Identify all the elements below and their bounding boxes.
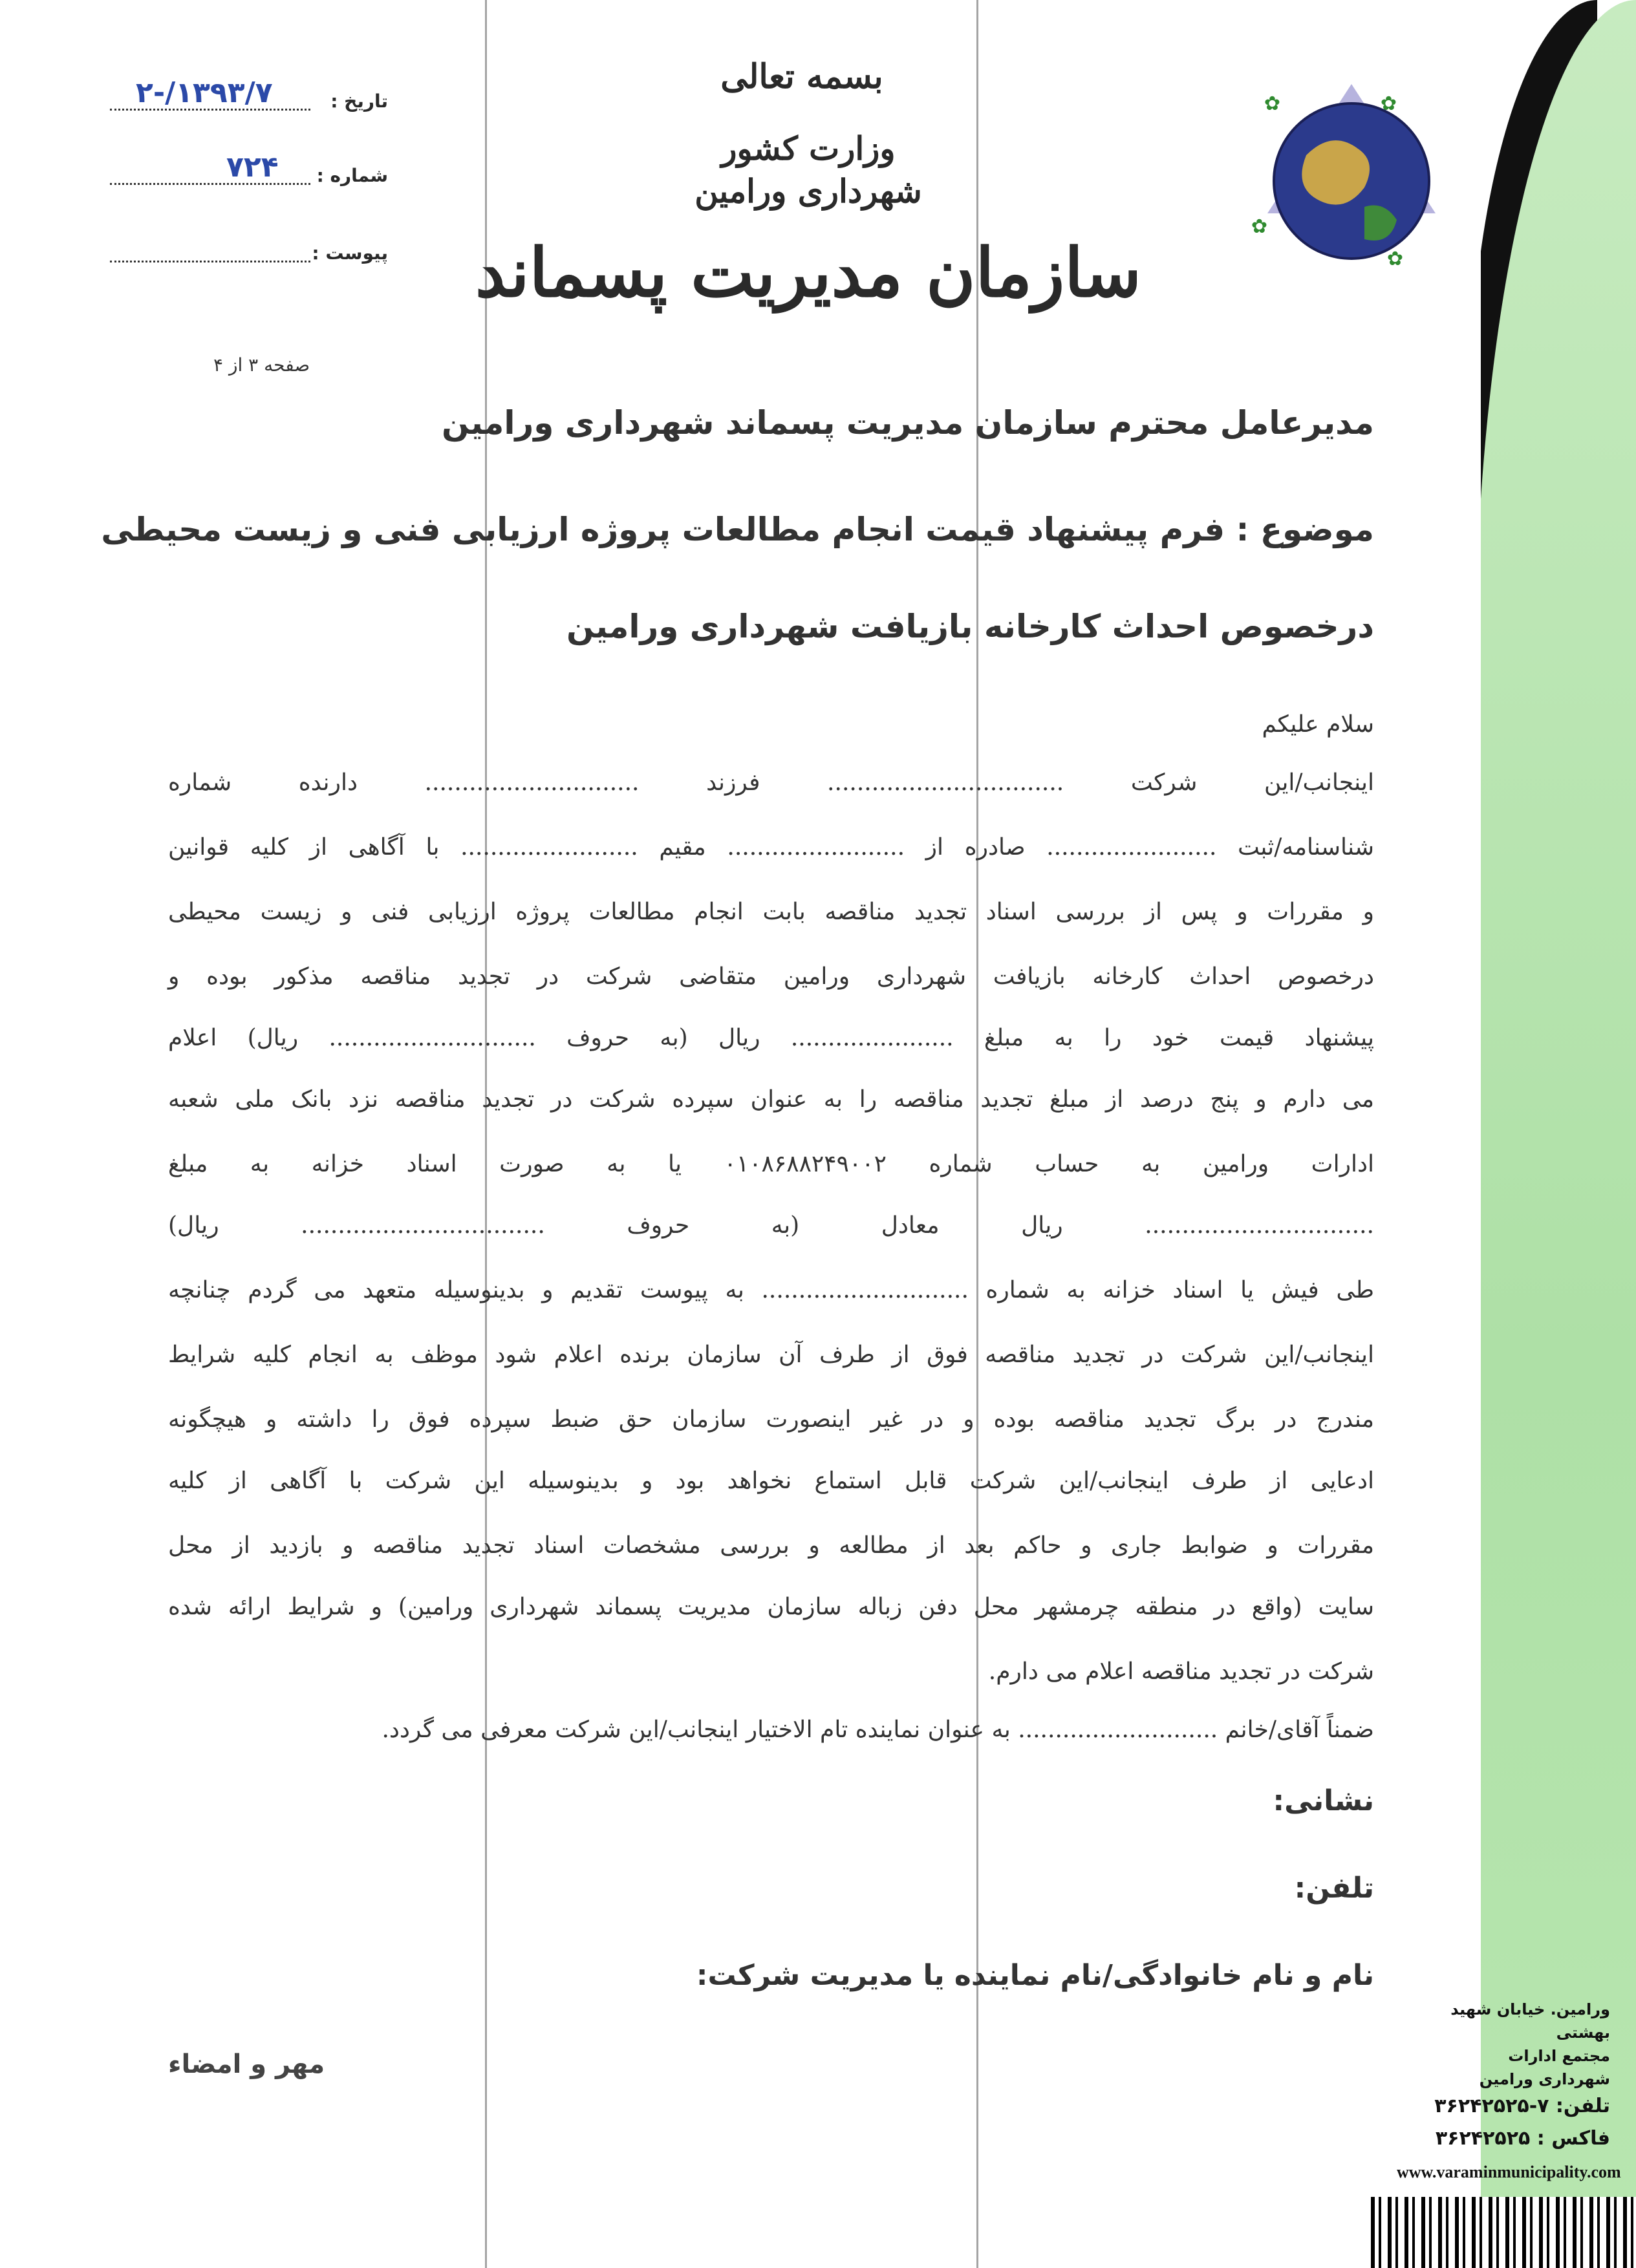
body-line: و مقررات و پس از بررسی اسناد تجدید مناقصه بابت انجام مطالعات پروژه ارزیابی فنی و زیست محیطی	[168, 899, 1374, 925]
body-line: ادارات ورامین به حساب شماره ۰۱۰۸۶۸۸۲۴۹۰۰۲ یا به صورت اسناد خزانه به مبلغ	[168, 1151, 1374, 1177]
body-line: ادعایی از طرف اینجانب/این شرکت قابل استماع نخواهد بود و بدینوسیله این شرکت با آگاهی از کلیه	[168, 1468, 1374, 1494]
bismillah: بسمه تعالی	[720, 57, 883, 96]
subject-line-1: موضوع : فرم پیشنهاد قیمت انجام مطالعات پروژه ارزیابی فنی و زیست محیطی	[101, 511, 1374, 548]
addressee: مدیرعامل محترم سازمان مدیریت پسماند شهرداری ورامین	[441, 404, 1374, 442]
svg-text:✿: ✿	[1264, 92, 1280, 115]
ministry-name: وزارت کشور	[721, 129, 896, 167]
body-line: مندرج در برگ تجدید مناقصه بوده و در غیر اینصورت سازمان حق ضبط سپرده فوق را داشته و هیچگونه	[168, 1406, 1374, 1433]
body-line: ضمناً آقای/خانم ........................... به عنوان نماینده تام الاختیار اینجانب/این شرکت معرفی می گردد.	[382, 1717, 1374, 1743]
body-line: پیشنهاد قیمت خود را به مبلغ ...................... ریال (به حروف ............................ ریال) اعلام	[168, 1025, 1374, 1051]
body-line: شرکت در تجدید مناقصه اعلام می دارم.	[988, 1658, 1374, 1685]
body-line: مقررات و ضوابط جاری و حاکم بعد از مطالعه و بررسی مشخصات اسناد تجدید مناقصه و بازدید از محل	[168, 1532, 1374, 1559]
scan-line	[976, 0, 978, 2268]
page-number: صفحه ۳ از ۴	[213, 354, 310, 376]
contact-website: www.varaminmunicipality.com	[1397, 2163, 1621, 2181]
svg-text:✿: ✿	[1386, 248, 1403, 270]
date-label: تاریخ :	[330, 91, 388, 112]
organization-name: سازمان مدیریت پسماند	[475, 233, 1141, 312]
municipality-name: شهرداری ورامین	[694, 172, 922, 210]
barcode-strip	[1371, 2197, 1636, 2268]
contact-tel: تلفن: ۷-۳۶۲۴۲۵۲۵	[1434, 2095, 1610, 2117]
body-line: می دارم و پنج درصد از مبلغ تجدید مناقصه را به عنوان سپرده شرکت در تجدید مناقصه نزد بانک ملی شعبه	[168, 1086, 1374, 1113]
address-line: ورامین. خیابان شهید بهشتی	[1450, 2000, 1610, 2042]
side-band-white	[1390, 0, 1481, 2268]
representative-name-label: نام و نام خانوادگی/نام نماینده یا مدیریت شرکت:	[696, 1959, 1374, 1992]
number-value: ۷۲۴	[226, 151, 279, 184]
scan-line	[485, 0, 487, 2268]
subject-line-2: درخصوص احداث کارخانه بازیافت شهرداری ورامین	[566, 608, 1374, 645]
body-line: طی فیش یا اسناد خزانه به شماره ............................ به پیوست تقدیم و بدینوسیله متعهد می گردم چنانچه	[168, 1277, 1374, 1303]
svg-text:✿: ✿	[1380, 92, 1397, 115]
attachment-label: پیوست :	[312, 242, 388, 264]
body-line: شناسنامه/ثبت ....................... صادره از ........................ مقیم ........................ با آگاهی از کلیه قوانین	[168, 834, 1374, 861]
phone-label: تلفن:	[1294, 1872, 1374, 1905]
greeting: سلام علیکم	[1262, 711, 1374, 738]
date-value: ۱۳۹۳/۷/-۲	[136, 76, 273, 109]
address-line: مجتمع ادارات	[1508, 2047, 1610, 2065]
side-band-green	[1474, 0, 1636, 2268]
body-line: سایت (واقع در منطقه چرمشهر محل دفن زباله سازمان مدیریت پسماند شهرداری ورامین) و شرایط ارائه شده	[168, 1594, 1374, 1620]
contact-fax: فاکس : ۳۶۲۴۲۵۲۵	[1435, 2127, 1610, 2150]
body-line: درخصوص احداث کارخانه بازیافت شهرداری ورامین متقاضی شرکت در تجدید مناقصه مذکور بوده و	[168, 963, 1374, 990]
organization-logo	[1251, 58, 1448, 304]
body-line: اینجانب/این شرکت ................................ فرزند ............................. دارنده شماره	[168, 769, 1374, 796]
body-line: ............................... ریال معادل (به حروف ................................. ریال)	[168, 1212, 1374, 1239]
contact-address	[1397, 1998, 1610, 2091]
address-label: نشانی:	[1273, 1784, 1374, 1817]
address-line: شهرداری ورامین	[1479, 2070, 1610, 2088]
number-label: شماره :	[316, 165, 388, 186]
seal-signature-label: مهر و امضاء	[168, 2049, 325, 2079]
svg-text:✿: ✿	[1251, 215, 1267, 238]
body-line: اینجانب/این شرکت در تجدید مناقصه فوق از طرف آن سازمان برنده اعلام شود موظف به انجام کلیه شرایط	[168, 1342, 1374, 1368]
